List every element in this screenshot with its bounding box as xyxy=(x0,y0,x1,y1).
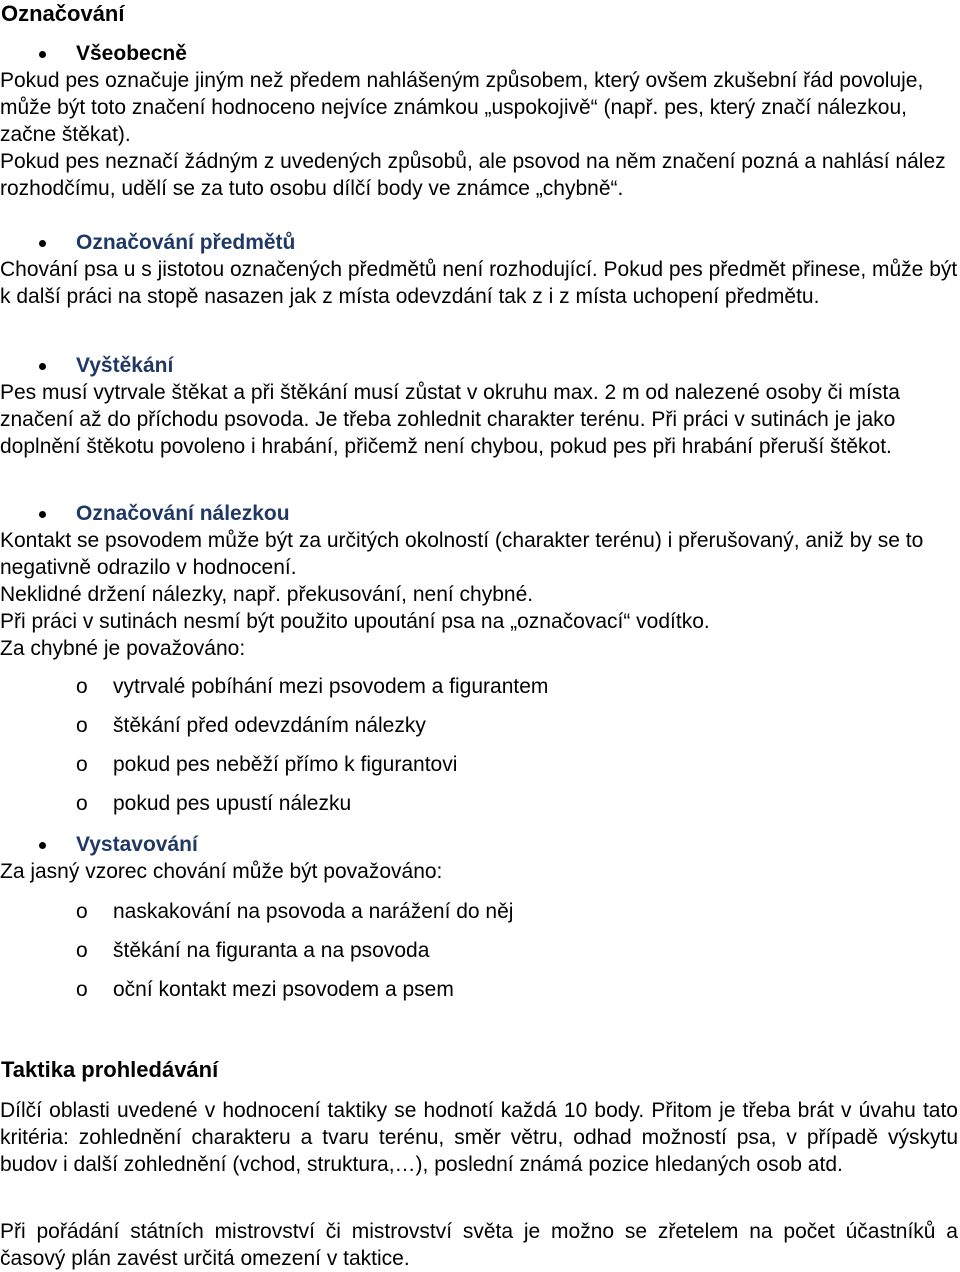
paragraph: Chování psa u s jistotou označených předmětů není rozhodující. Pokud pes předmět přinese, může být k další práci na stopě nasazen jak z místa odevzdání tak z i z místa uchopení předmětu. xyxy=(0,258,958,308)
circle-bullet-icon: o xyxy=(76,753,88,776)
sublist-chybne xyxy=(0,673,958,829)
circle-bullet-icon: o xyxy=(76,792,88,815)
list-item xyxy=(0,751,958,790)
paragraph: Neklidné držení nálezky, např. překusování, není chybné. xyxy=(0,583,534,606)
section-title: Označování předmětů xyxy=(76,231,296,254)
bullet-heading xyxy=(0,500,958,527)
heading-taktika: Taktika prohledávání xyxy=(1,1057,219,1082)
paragraph: Za jasný vzorec chování může být považováno: xyxy=(0,860,443,883)
section-vystekani xyxy=(0,352,958,460)
list-item xyxy=(0,790,958,829)
section-title: Všeobecně xyxy=(76,42,187,65)
bullet-icon xyxy=(39,842,46,849)
list-item-text: pokud pes upustí nálezku xyxy=(113,792,352,815)
list-item xyxy=(0,673,958,712)
section-nalezkou xyxy=(0,500,958,662)
circle-bullet-icon: o xyxy=(76,714,88,737)
bullet-heading xyxy=(0,229,958,256)
paragraph: Při práci v sutinách nesmí být použito upoutání psa na „označovací“ vodítko. xyxy=(0,610,710,633)
bullet-icon xyxy=(39,511,46,518)
circle-bullet-icon: o xyxy=(76,939,88,962)
list-item xyxy=(0,976,958,1015)
section-taktika xyxy=(0,1097,958,1178)
sublist-vzorec xyxy=(0,898,958,1015)
bullet-icon xyxy=(39,363,46,370)
section-taktika-2 xyxy=(0,1218,958,1272)
list-item xyxy=(0,937,958,976)
paragraph: Dílčí oblasti uvedené v hodnocení taktiky se hodnotí každá 10 body. Přitom je třeba brát v úvahu tato kritéria: zohlednění charakteru a tvaru terénu, směr větru, odhad možností psa, v případě výskytu budov i další zohlednění (vchod, struktura,…), poslední známá pozice hledaných osob atd. xyxy=(0,1099,958,1176)
bullet-heading xyxy=(0,352,958,379)
circle-bullet-icon: o xyxy=(76,900,88,923)
list-item-text: vytrvalé pobíhání mezi psovodem a figurantem xyxy=(113,675,549,698)
bullet-heading xyxy=(0,40,958,67)
paragraph: Pokud pes označuje jiným než předem nahlášeným způsobem, který ovšem zkušební řád povoluje, může být toto značení hodnoceno nejvíce známkou „uspokojivě“ (např. pes, který značí nálezkou, začne štěkat). xyxy=(0,69,924,146)
section-title: Vystavování xyxy=(76,833,198,856)
list-item xyxy=(0,898,958,937)
heading-oznacovani: Označování xyxy=(1,1,125,26)
list-item-text: štěkání před odevzdáním nálezky xyxy=(113,714,426,737)
paragraph: Za chybné je považováno: xyxy=(0,637,246,660)
section-title: Označování nálezkou xyxy=(76,502,290,525)
list-item-text: štěkání na figuranta a na psovoda xyxy=(113,939,430,962)
section-vseobecne xyxy=(0,40,958,202)
list-item-text: oční kontakt mezi psovodem a psem xyxy=(113,978,454,1001)
paragraph: Pes musí vytrvale štěkat a při štěkání musí zůstat v okruhu max. 2 m od nalezené osoby či místa značení až do příchodu psovoda. Je třeba zohlednit charakter terénu. Při práci v sutinách je jako doplnění štěkotu povoleno i hrabání, přičemž není chybou, pokud pes při hrabání přeruší štěkot. xyxy=(0,381,900,458)
bullet-heading xyxy=(0,831,958,858)
paragraph: Pokud pes neznačí žádným z uvedených způsobů, ale psovod na něm značení pozná a nahlásí nález rozhodčímu, udělí se za tuto osobu dílčí body ve známce „chybně“. xyxy=(0,150,946,200)
bullet-icon xyxy=(39,240,46,247)
section-title: Vyštěkání xyxy=(76,354,174,377)
list-item xyxy=(0,712,958,751)
list-item-text: naskakování na psovoda a narážení do něj xyxy=(113,900,514,923)
circle-bullet-icon: o xyxy=(76,675,88,698)
paragraph: Kontakt se psovodem může být za určitých okolností (charakter terénu) i přerušovaný, aniž by se to negativně odrazilo v hodnocení. xyxy=(0,529,924,579)
section-vystavovani xyxy=(0,831,958,885)
paragraph: Při pořádání státních mistrovství či mistrovství světa je možno se zřetelem na počet účastníků a časový plán zavést určitá omezení v taktice. xyxy=(0,1220,958,1270)
bullet-icon xyxy=(39,51,46,58)
section-predmetu xyxy=(0,229,958,310)
circle-bullet-icon: o xyxy=(76,978,88,1001)
list-item-text: pokud pes neběží přímo k figurantovi xyxy=(113,753,458,776)
